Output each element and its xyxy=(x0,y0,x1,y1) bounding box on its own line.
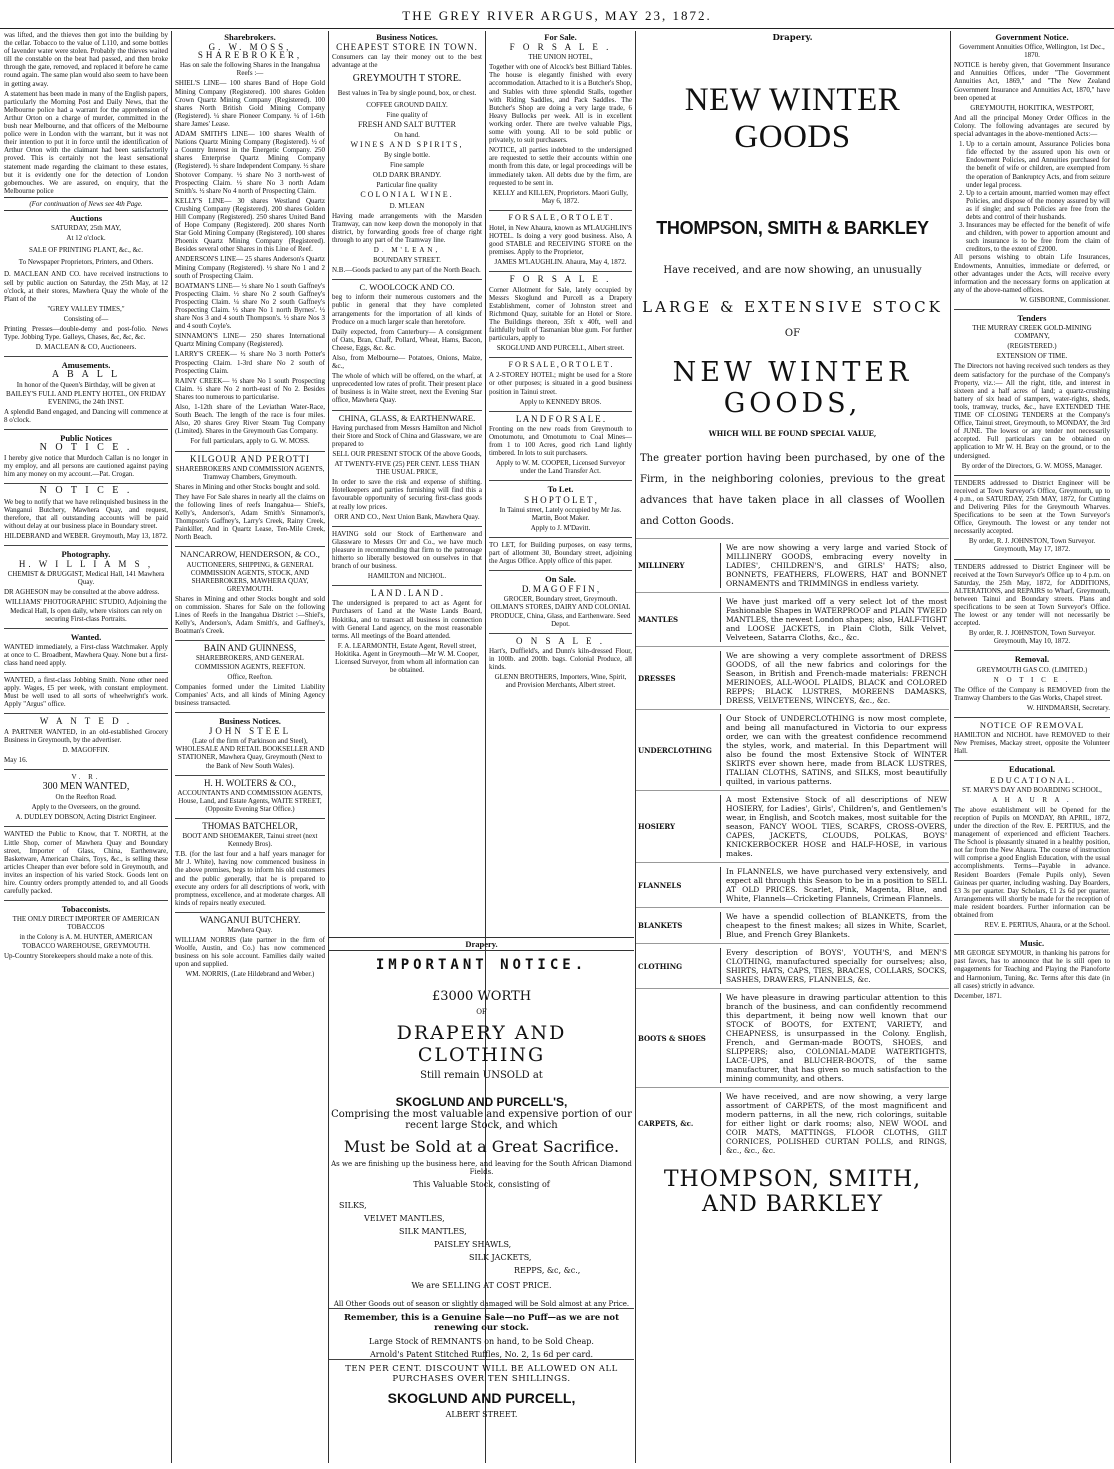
category-label: BOOTS & SHOES xyxy=(638,1033,706,1043)
section-heading-removal: Removal. xyxy=(1014,654,1050,665)
kilgour-text: Shares in Mining and other Stocks bought and sold. xyxy=(175,482,320,491)
removal-text: The Office of the Company is REMOVED from the Tramway Chambers to the Gas Works, Chapel street. xyxy=(954,685,1110,702)
gov-list-item: 1. Up to a certain amount, Assurance Policies bona fide effected by the assured upon his own or Endowment Policies, and Annuities purchased for the benefit of wife or children, are exempted from the operation of Bankruptcy Acts, and from seizure under legal process. xyxy=(966,140,1110,189)
forsale-ad xyxy=(489,275,632,358)
wolters-text: ACCOUNTANTS AND COMMISSION AGENTS, House, Land, and Estate Agents, WAITE STREET, (Opposite Evening Star Office.) xyxy=(177,788,323,813)
kilgour-title: KILGOUR AND PEROTTI xyxy=(190,453,310,464)
masthead: THE GREY RIVER ARGUS, MAY 23, 1872. xyxy=(0,4,1114,29)
share-list: SHIEL'S LINE— 100 shares Band of Hope Gold Mining Company (Registered). 100 shares Golden Crown Quartz Mining Company (Registered). 100 shares North British Gold Mining Company (Registered). ¼ share Pioneer Company. ¼ of 1-6th share James' Lease. xyxy=(175,79,325,128)
ball-text: In honor of the Queen's Birthday, will be given at BAILEY'S FULL AND PLENTY HOTEL, ON FRIDAY EVENING, the 24th INST. xyxy=(5,381,167,406)
os-text: GROCER, Boundary street, Greymouth. OILMAN'S STORES, DAIRY AND COLONIAL PRODUCE, China, Glass, and Earthenware. Seed Depot. xyxy=(490,595,631,628)
imp-item: SILK MANTLES, xyxy=(399,1227,467,1236)
photo-text: WILLIAMS' PHOTOGRAPHIC STUDIO, Adjoining the Medical Hall, Is open daily, where visitors can rely on securing First-class Portraits. xyxy=(5,598,167,623)
tobac-title: THE ONLY DIRECT IMPORTER OF AMERICAN TOBACCOS xyxy=(12,915,160,932)
drapery-category xyxy=(636,1087,949,1159)
drapery-category xyxy=(636,862,949,907)
category-label: DRESSES xyxy=(638,673,676,683)
imp-item: REPPS, &c, &c., xyxy=(514,1266,581,1275)
land-sign: F. A. LEARMONTH, Estate Agent, Revell street, Hokitika. Agent in Greymouth—Mr W. M. Cooper, Licensed Surveyor, from whom all information can be obtained. xyxy=(335,641,479,675)
share-list: SINNAMON'S LINE— 250 shares International Quartz Mining Company (Registered). xyxy=(175,332,325,349)
drapery-firm: THOMPSON, SMITH & BARKLEY xyxy=(656,218,929,238)
os-text: Hart's, Duffield's, and Dunn's kiln-dressed Flour, in 100lb. and 200lb. bags. Colonial Produce, all kinds. xyxy=(489,646,632,671)
category-label: HOSIERY xyxy=(638,822,675,831)
imp-item: SILKS, xyxy=(339,1201,367,1210)
wanted-ad xyxy=(4,676,168,714)
wanted-text: WANTED the Public to Know, that T. NORTH, at the Little Shop, corner of Mawhera Quay and Boundary street, Importer of Glass, China, Earthenware, Basketware, American Chairs, Toys, &c., is selling these articles Cheaper than ever before sold in Greymouth, and invites an inspection of his varied Stock. Goods lent on hire. Country orders promptly attended to, and all Goods carefully packed. xyxy=(4,830,168,896)
cheap-store: GREYMOUTH T STORE. xyxy=(352,73,462,85)
removal-text: HAMILTON and NICHOL have REMOVED to their New Premises, Mackay street, opposite the Volunteer Hall. xyxy=(954,731,1110,756)
wanted-ad xyxy=(4,643,168,673)
drapery-footer: THOMPSON, SMITH, AND BARKLEY xyxy=(663,1167,922,1217)
colonial: COLONIAL WINE. xyxy=(360,190,454,200)
tolet-ad xyxy=(489,541,632,571)
mlean-text: Having made arrangements with the Marsden Tramway, can now keep down the monopoly in that district, by forwarding goods free of charge right through to any part of the Tramway line. xyxy=(332,211,482,244)
bain-text: Office, Reefton. xyxy=(227,672,273,681)
china-text: In order to save the risk and expense of shifting. Hotelkeepers and parties furnishing will find this a favourable opportunity of securing first-class goods at really low prices. xyxy=(332,478,482,511)
auction-to: To Newspaper Proprietors, Printers, and Others. xyxy=(18,258,154,267)
tender-ad xyxy=(954,324,1110,476)
section-heading-drapery: Drapery. xyxy=(772,33,813,43)
imp-valuable: This Valuable Stock, consisting of xyxy=(413,1180,550,1189)
wolters-ad xyxy=(175,779,325,819)
fs-title: F O R S A L E , O R T O L E T . xyxy=(508,212,613,222)
land-ad xyxy=(332,589,482,674)
wolters-title: H. H. WOLTERS & CO., xyxy=(203,777,296,788)
category-text: Every description of BOYS', YOUTH'S, and MEN'S CLOTHING, manufactured specially for ourselves; also, SHIRTS, HATS, CAPS, TIES, BRACES, COLLARS, SOCKS, SASHES, DRAWERS, FLANNELS, &c. xyxy=(720,948,947,984)
fs-title: F O R S A L E . xyxy=(509,42,612,53)
fs-sign: SKOGLUND AND PURCELL, Albert street. xyxy=(496,344,625,353)
category-label: UNDERCLOTHING xyxy=(638,745,712,755)
imp-comprising: Comprising the most valuable and expensive portion of our recent large Stock, and which xyxy=(331,1109,632,1131)
wanted-sign: D. MAGOFFIN. xyxy=(62,745,110,754)
wool-text: beg to inform their numerous customers and the public in general that they have completed arrangements for the importation of all kinds of Produce on a much larger scale than heretofore. xyxy=(332,293,482,326)
category-label: FLANNELS xyxy=(638,880,682,890)
removal-sign: W. HINDMARSH, Secretary. xyxy=(1026,703,1110,712)
edu-sign: REV. E. PERTIUS, Ahaura, or at the School. xyxy=(984,921,1110,930)
removal-ad xyxy=(954,721,1110,761)
section-heading-to-let: To Let. xyxy=(547,484,574,495)
tender-ad xyxy=(954,563,1110,652)
kilgour-ad xyxy=(175,455,325,548)
fs-sign: Apply to KENNEDY BROS. xyxy=(519,397,602,406)
drapery-category xyxy=(636,592,949,646)
fs-title: F O R S A L E , O R T O L E T . xyxy=(508,360,613,370)
category-text: We are now showing a very large and varied Stock of MILLINERY GOODS, embracing every novelty in LADIES', CHILDREN'S, and GIRLS' HATS; also, BONNETS, FEATHERS, FLOWERS, HAT and BONNET ORNAMENTS and TRIMMINGS in endless variety. xyxy=(720,543,947,588)
having-sign: HAMILTON and NICHOL. xyxy=(367,572,447,581)
music-text: MR GEORGE SEYMOUR, in thanking his patrons for past favors, has to announce that he is still open to engagements for Teaching and Playing the Pianoforte and Harmonium, Tuning, &c. Terms after this date (in all cases) strictly in advance. xyxy=(954,949,1110,990)
imp-item: SILK JACKETS, xyxy=(469,1253,532,1262)
notice-text: I hereby give notice that Murdoch Callan is no longer in my employ, and all persons are cautioned against paying him any money on my account.—Pat. Crogan. xyxy=(4,454,168,479)
notice-ad xyxy=(4,487,168,546)
category-text: A most Extensive Stock of all descriptions of NEW HOSIERY, for Ladies', Girls', Children's, and Gentlemen's wear, in English, and Scotch makes, most suitable for the season, FANCY WOOL TIES, SCARFS, CROSS-OVERS, CAPES, JACKETS, CLOUDS, POLKAS, BOYS' KNICKERBOCKER HOSE and HALF-HOSE, in various makes. xyxy=(720,795,947,858)
tobac-text: in the Colony is A. M. HUNTER, AMERICAN TOBACCO WAREHOUSE, GREYMOUTH. xyxy=(19,933,153,950)
fs-text: Together with one of Alcock's best Billiard Tables. The house is elegantly finished with every accommodation. Attached to it is a Butcher's Shop, and Stables with three splendid Stalls, together with Riding Saddles, and Pack Saddles. The Butcher's Shop are doing a very large trade, 6 Heavy Bullocks per week. All is in excellent working order. There are twelve valuable Pigs, some with young. All to be sold public or privately, to suit purchasers. xyxy=(489,63,632,145)
auction-date: SATURDAY, 25th MAY, xyxy=(50,224,122,233)
tender-sign: By order, R. J. JOHNSTON, Town Surveyor. Greymouth, May 10, 1872. xyxy=(968,629,1096,646)
batch-title: THOMAS BATCHELOR, xyxy=(202,820,298,831)
imp-unsold: Still remain UNSOLD at xyxy=(420,1070,543,1081)
land-title: L A N D . L A N D . xyxy=(370,588,444,599)
wool-title: C. WOOLCOCK AND CO. xyxy=(359,282,455,293)
vr-title: V. R. xyxy=(71,772,101,781)
having-ad xyxy=(332,530,482,587)
removal-title: NOTICE OF REMOVAL xyxy=(979,720,1085,731)
drapery-received: Have received, and are now showing, an unusually xyxy=(663,265,922,276)
edu-ad xyxy=(954,776,1110,936)
section-heading-business: Business Notices. xyxy=(376,32,438,42)
os-sign: GLENN BROTHERS, Importers, Wine, Spirit, and Provision Merchants, Albert street. xyxy=(494,673,627,690)
fs-title: F O R S A L E . xyxy=(509,274,612,285)
removal-title: GREYMOUTH GAS CO. (LIMITED.) xyxy=(976,665,1088,674)
gov-sign: W. GISBORNE, Commissioner. xyxy=(1019,295,1110,304)
tender-text: TENDERS addressed to District Engineer will be received at the Town Surveyor's Office up to 4 p.m. on Saturday, the 25th May, 1872, for ADDITIONS, ALTERATIONS, and REPAIRS to Wharf, Greymouth, between Tainui and Boundary streets. Plans and specifications to be seen at Town Surveyor's Office. The lowest or any tender will not necessarily be accepted. xyxy=(954,562,1110,628)
forsale-ad xyxy=(489,361,632,411)
column-rule xyxy=(171,31,172,1463)
china-sign: ORR AND CO., Next Union Bank, Mawhera Quay. xyxy=(334,512,480,521)
bain-title: BAIN AND GUINNESS, xyxy=(203,643,297,654)
category-label: CLOTHING xyxy=(638,961,683,971)
wang-title: WANGANUI BUTCHERY. xyxy=(199,914,301,925)
category-text: Our Stock of UNDERCLOTHING is now most complete, and being all manufactured in Victoria to our express order, we can with the greatest confidence recommend the styles, work, and material. In this Department will also be found the most Extensive Stock of WINTER SKIRTS ever shown here, made from BLACK LUSTRES, ITALIAN CLOTHS, SATINS, and SILKS, most beautifully quilted, in various patterns. xyxy=(720,714,947,786)
fs-sub: THE UNION HOTEL, xyxy=(528,53,593,62)
imp-item: PAISLEY SHAWLS, xyxy=(434,1240,512,1249)
category-label: BLANKETS xyxy=(638,921,683,930)
imp-item: VELVET MANTLES, xyxy=(364,1214,445,1223)
men-road: On the Reefton Road. xyxy=(55,793,117,802)
gov-text: And all the principal Money Order Offices in the Colony. The following advantages are secured by special advantages in the above-mentioned Acts:— xyxy=(954,113,1110,139)
men-sign: A. DUDLEY DOBSON, Acting District Engineer. xyxy=(15,813,157,822)
drapery-of: OF xyxy=(784,328,801,339)
drapery-categories xyxy=(636,538,949,1159)
moss-ad xyxy=(175,43,325,451)
drapery-category xyxy=(636,943,949,988)
notice-title: N O T I C E . xyxy=(39,442,133,454)
share-list: KELLY'S LINE— 30 shares Westland Quartz Crushing Company (Registered). 200 shares Golden Hill Company (Registered). 250 shares United Band of Hope Company (Registered). 200 shares North Star Gold Mining Company (Registered). 100 shares Phoenix Quartz Mining Company (Registered). Besides several other Shares in this Line of Reef. xyxy=(175,196,325,254)
china-ad xyxy=(332,414,482,527)
share-list: RAINY CREEK— ½ share No 1 south Prospecting Claim. ½ share No 2 north-east of No 2. Besides Shares too numerous to particularise. xyxy=(175,376,325,401)
moss-sign: For full particulars, apply to G. W. MOSS. xyxy=(190,437,310,446)
steel-text: (Late of the firm of Parkinson and Steel), WHOLESALE AND RETAIL BOOKSELLER AND STATIONER, Mawhera Quay, Greymouth (Next to the Bank of New South Wales). xyxy=(175,737,325,770)
wanted-text: WANTED immediately, a First-class Watchmaker. Apply at once to C. Broadbent, Mawhera Quay. None but a first-class hand need apply. xyxy=(4,642,168,667)
edu-title: E D U C A T I O N A L . xyxy=(990,774,1074,785)
imp-street: ALBERT STREET. xyxy=(445,1410,518,1419)
batchelor-ad xyxy=(175,822,325,913)
tl-title: S H O P T O L E T , xyxy=(524,494,597,505)
wang-text: WILLIAM NORRIS (late partner in the firm of Woolfe, Austin, and Co.) has now commenced business on his sole account. Families daily waited upon and supplied. xyxy=(175,936,325,969)
wines: WINES AND SPIRITS, xyxy=(350,139,464,149)
news-text: was lifted, and the thieves then got into the building by the cellar. Tobacco to the value of L110, and some bottles of lavender water were stolen. Probably the thieves waited till the constable on the beat had passed, and then broke through the gate, removed, and replaced it before he came round again. The same plan would also seem to have been in getting away. xyxy=(4,31,168,88)
gov-list-item: 3. Insurances may be effected for the benefit of wife and children, with power to apportion amount and such insurance is to be free from the claim of creditors, to the extent of £2000. xyxy=(966,221,1110,253)
fs-sign: KELLY and KILLEN, Proprietors. Maori Gully, May 6, 1872. xyxy=(492,188,629,205)
wanted-text: WANTED, a first-class Jobbing Smith. None other need apply. Wages, £5 per week, with constant employment. Must be well used to all sorts of wheelwright's work. Apply "Argus" office. xyxy=(4,676,168,709)
tolet-ad xyxy=(489,496,632,538)
drapery-ad xyxy=(636,31,949,1463)
moss-intro: Has on sale the following Shares in the Inangahua Reefs :— xyxy=(179,61,321,78)
tender-ext: EXTENSION OF TIME. xyxy=(996,352,1068,361)
fs-text: Fronting on the new roads from Greymouth to Omotumotu, and Omotumotu to Coal Mines—from 1 to 100 Acres, good rich Land lightly timbered. In lots to suit purchasers. xyxy=(489,424,632,458)
photo-text: DR AGHESON may be consulted at the above address. xyxy=(4,588,160,597)
tender-text: TENDERS addressed to District Engineer will be received at Town Surveyor's Office, Greymouth, up to 4 p.m., on SATURDAY, 25th MAY, 1872, for Cutting and Delivering Piles for the Greymouth Wharves. Specifications to be seen at the Town Surveyor's Office, Greymouth. The lowest or any tender not necessarily accepted. xyxy=(954,478,1110,536)
tobac-text: Up-Country Storekeepers should make a note of this. xyxy=(4,951,153,960)
wool-text: The whole of which will be offered, on the wharf, at unprecedented low rates of profit. Their present place of business is in Waite street, next the Evening Star office, Mawhera Quay. xyxy=(332,372,482,405)
auction-paper: "GREY VALLEY TIMES," xyxy=(47,304,125,313)
wanted-ad xyxy=(4,717,168,769)
section-heading-sharebrokers: Sharebrokers. xyxy=(224,32,276,42)
column-4 xyxy=(489,31,632,931)
fs-sign: Apply to W. M. COOPER, Licensed Surveyor under the Land Transfer Act. xyxy=(495,459,626,476)
notice-text: We beg to notify that we have relinquished business in the Wanganui Butchery, Mawhera Quay, and request, therefore, that all outstanding accounts will be paid without delay at our business place in Boundary street. xyxy=(4,497,168,530)
photo-ad xyxy=(4,560,168,629)
notice-ad xyxy=(4,444,168,484)
cheap-title: CHEAPEST STORE IN TOWN. xyxy=(336,42,478,53)
imp-discount: TEN PER CENT. DISCOUNT WILL BE ALLOWED ON ALL PURCHASES OVER TEN SHILLINGS. xyxy=(345,1364,618,1384)
photo-text: CHEMIST & DRUGGIST, Medical Hall, 141 Mawhera Quay. xyxy=(7,570,165,587)
category-text: We have a spendid collection of BLANKETS, from the cheapest to the finest makes; all sizes in White, Scarlet, Blue, and French Grey Blankets. xyxy=(720,912,947,939)
drapery-title2: NEW WINTER GOODS, xyxy=(672,357,913,419)
os-title: D. M A G O F F I N , xyxy=(521,584,600,595)
tender-reg: (REGISTERED.) xyxy=(1007,342,1057,351)
notice-title: N O T I C E . xyxy=(39,485,133,497)
drapery-category xyxy=(636,988,949,1087)
imp-remnants: Large Stock of REMNANTS on hand, to be Sold Cheap. xyxy=(369,1337,594,1346)
category-label: CARPETS, &c. xyxy=(638,1119,694,1128)
forsale-ad xyxy=(489,415,632,482)
onsale-ad xyxy=(489,585,632,633)
china-text: Having purchased from Messrs Hamilton and Nichol their Store and Stock of China and Glassware, we are prepared to xyxy=(332,423,482,448)
forsale-ad xyxy=(489,43,632,211)
category-text: We have just marked off a very select lot of the most Fashionable Shapes in WATERPROOF and PLAIN TWEED MANTLES, the newest London shapes; also, HALF-TIGHT and LOOSE JACKETS, in Plain Cloth, Silk Velvet, Velveteen, Satarra Cloths, &c., &c. xyxy=(720,597,947,642)
china-price: AT TWENTY-FIVE (25) PER CENT. LESS THAN THE USUAL PRICE, xyxy=(334,460,480,477)
imp-sacrifice: Must be Sold at a Great Sacrifice. xyxy=(343,1137,620,1156)
fs-text: Hotel, in New Ahaura, known as M'LAUGHLIN'S HOTEL. Is doing a very good business. Also, A good STABLE and RECEIVING STORE on the premises. Apply to the Proprietor, xyxy=(489,223,632,257)
batch-text: T.B. (for the last four and a half years manager for Mr J. White), having now commenced business in the above premises, begs to inform his old customers and the public generally, that he is prepared to execute any orders for all descriptions of work, with promptness, excellence, and at moderate charges. All kinds of repairs neatly executed. xyxy=(175,850,325,907)
drapery-category xyxy=(636,790,949,862)
auction-items: Printing Presses—double-demy and post-folio. News Type. Jobbing Type. Galleys, Chases, &c, &c, &c. xyxy=(4,325,168,342)
gov-text: All persons wishing to obtain Life Insurances, Endowments, Annuities, immediate or deferred, or other advantages under the Acts, will receive every information and the necessary forms on application at any of the above-named offices. xyxy=(954,253,1110,294)
fs-text: Corner Allotment for Sale, lately occupied by Messrs Skoglund and Purcell as a Drapery Establishment, corner of Johnston street and Richmond Quay, suitable for an Hotel or Store. The Buildings thereon, 35ft x 40ft, well and faithfully built of Tasmanian blue gum. For further particulars, apply to xyxy=(489,285,632,343)
onhand: On hand. xyxy=(394,130,420,139)
continuation-note: (For continuation of News see 4th Page. xyxy=(4,197,168,211)
woolcock-ad xyxy=(332,283,482,410)
share-list: LARRY'S CREEK— ½ share No 3 north Potter's Prospecting Claim. 1-3rd share No 2 south of Prospecting Claim. xyxy=(175,350,325,375)
section-heading-government: Government Notice. xyxy=(995,32,1069,42)
tender-sign: By order, R. J. JOHNSTON, Town Surveyor. Greymouth, May 17, 1872. xyxy=(968,537,1096,554)
notice-sign: HILDEBRAND and WEBER. Greymouth, May 13, 1872. xyxy=(4,531,168,540)
section-heading-drapery: Drapery. xyxy=(329,937,634,951)
wanganui-ad xyxy=(175,916,325,979)
auction-time: At 12 o'clock. xyxy=(66,234,106,243)
wang-text: Mawhera Quay. xyxy=(227,926,273,934)
imp-finishing: As we are finishing up the business here, and leaving for the South African Diamond Fields. xyxy=(331,1160,632,1176)
tender-sign: By order of the Directors, G. W. MOSS, Manager. xyxy=(961,461,1103,470)
imp-list xyxy=(339,1199,634,1277)
having-text: HAVING sold our Stock of Earthenware and Glassware to Messrs Orr and Co., we have much pleasure in recommending that firm to the patronage hitherto so liberally bestowed on ourselves in that branch of our business. xyxy=(332,529,482,571)
forsale-ad xyxy=(489,214,632,273)
auction-consisting: Consisting of— xyxy=(63,314,109,323)
section-heading-wanted: Wanted. xyxy=(70,631,102,642)
nanc-text: Shares in Mining and other Stocks bought and sold on commission. Shares for Sale on the following Lines of Reefs in the Inangahua District :—Shiel's, Kelly's, Anderson's, Adam Smith's, and Gaffney's, Boatman's Creek. xyxy=(175,594,325,636)
category-text: We are showing a very complete assortment of DRESS GOODS, of all the new fabrics and colorings for the Season, in British and French-made materials: FRENCH MERINOES, ALL-WOOL PLAIDS, BLACK and COLORED REPPS; BLACK LUSTRES, MOREENS DAMASKS, DRESS, VELVETEENS, WINCEYS, &c., &c. xyxy=(720,651,947,705)
section-heading-music: Music. xyxy=(1019,938,1045,949)
drapery-greater: The greater portion having been purchased, by one of the Firm, in the neighboring colonies, previous to the great advances that have taken place in all classes of Woollen and Cotton Goods. xyxy=(640,453,945,527)
butter: FRESH AND SALT BUTTER xyxy=(357,119,457,129)
fs-title: L A N D F O R S A L E . xyxy=(515,413,606,424)
wool-text: Daily expected, from Canterbury— A consignment of Oats, Bran, Chaff, Pollard, Wheat, Hams, Bacon, Cheese, Eggs, &c. &c. xyxy=(332,327,482,352)
section-heading-on-sale: On Sale. xyxy=(545,574,576,585)
boundary: BOUNDARY STREET. xyxy=(373,256,441,265)
ball-title: A B A L L xyxy=(51,369,121,381)
category-label: MILLINERY xyxy=(638,561,685,570)
bain-text: SHAREBROKERS, AND GENERAL COMMISSION AGENTS, REEFTON. xyxy=(194,654,306,671)
imp-other: All Other Goods out of season or slightly damaged will be Sold almost at any Price. xyxy=(329,1294,634,1309)
fs-text: A 2-STOREY HOTEL; might be used for a Store or other purposes; is situated in a good business position in Tainui street. xyxy=(489,371,632,396)
wanted-title: W A N T E D . xyxy=(39,716,133,727)
gov-list-item: 2. Up to a certain amount, married women may effect Policies, and dispose of the money assured by will as if single; and such Policies are free from the debts and control of their husbands. xyxy=(966,189,1110,221)
fs-sign: JAMES M'LAUGHLIN. Ahaura, May 4, 1872. xyxy=(494,258,627,267)
kilgour-text: They have For Sale shares in nearly all the claims on the following lines of reefs Inangahua— Shiel's, Kelly's, Anderson's, Adam Smith's Sinnamon's, Thompson's Gaffney's, Larry's Creek, Rainy Creek, Painkiller, And in Quartz Lease, Ten-Mile Creek, North Beach. xyxy=(175,492,325,542)
imp-sign: SKOGLUND AND PURCELL, xyxy=(387,1390,576,1406)
nancarrow-ad xyxy=(175,550,325,641)
auction-body: D. MACLEAN AND CO. have received instructions to sell by public auction on Saturday, the 25th May, at 12 o'clock, at their stores, Mawhera Quay the whole of the Plant of the xyxy=(4,270,168,303)
share-list: Also, 1-12th share of the Leviathan Water-Race, South Beach. The length of the race is four miles. Also, 20 shares Grey River Steam Tug Company (Limited). Shares in the Greymouth Gas Company. xyxy=(175,403,325,436)
gov-ad xyxy=(954,43,1110,310)
coffee: COFFEE GROUND DAILY. xyxy=(366,100,448,109)
imp-drapery: DRAPERY AND CLOTHING xyxy=(396,1022,567,1066)
steel-ad xyxy=(175,727,325,775)
ball-ad xyxy=(4,371,168,430)
nanc-title: NANCARROW, HENDERSON, & CO., xyxy=(180,549,320,560)
drapery-category xyxy=(636,907,949,943)
music-date: December, 1871. xyxy=(954,991,1002,1000)
onsale-ad xyxy=(489,637,632,690)
brandy: OLD DARK BRANDY. xyxy=(372,171,442,180)
os-title: O N S A L E . xyxy=(516,635,605,646)
important-notice-ad xyxy=(329,935,634,1423)
section-heading-for-sale: For Sale. xyxy=(544,32,577,42)
section-heading-photography: Photography. xyxy=(61,548,111,559)
land-text: The undersigned is prepared to act as Agent for Purchasers of Land at the Waste Lands Board, Hokitika, and to transact all business in connection with General Land agency, on the most reasonable terms. All meetings of the Board attended. xyxy=(332,599,482,640)
edu-text: The above establishment will be Opened for the reception of Pupils on MONDAY, 8th APRIL, 1872, under the direction of the Rev. E. PERTIUS, and the management of experienced and efficient Teachers. The School is pleasantly situated in a healthy position, not far from the New Ahaura. The course of instruction will comprise a good English Education, with the usual accomplishments. Terms—Payable in advance. Resident Boarders (Female Pupils only), Seven Guineas per quarter, including washing. Day Boarders, £3 3s per quarter. Day Scholars, £1 2s 6d per quarter. Arrangements will shortly be made for the reception of male resident boarders. Further information can be obtained from xyxy=(954,805,1110,919)
cheapest-store-ad xyxy=(332,43,482,280)
wool-text: Also, from Melbourne— Potatoes, Onions, Maize, &c., xyxy=(332,354,482,371)
ball-band: A splendid Band engaged, and Dancing will commence at 8 o'clock. xyxy=(4,407,168,424)
share-list: ANDERSON'S LINE— 25 shares Anderson's Quartz Mining Company (Registered). ½ share No 1 and 2 south of Prospecting Claim. xyxy=(175,255,325,280)
section-heading-public-notices: Public Notices xyxy=(60,432,112,443)
section-heading-auctions: Auctions xyxy=(69,212,103,223)
drapery-category xyxy=(636,646,949,709)
kilgour-sub: SHAREBROKERS AND COMMISSION AGENTS, Tramway Chambers, Greymouth. xyxy=(175,464,325,481)
wang-sign: WM. NORRIS, (Late Hildebrand and Weber.) xyxy=(185,970,315,979)
cheap-text: Best values in Tea by single pound, box, or chest. xyxy=(337,89,477,98)
imp-ruffles: Arnold's Patent Stitched Ruffles, No. 2, 1s 6d per card. xyxy=(329,1350,634,1360)
mlean-title: D. M'LEAN, xyxy=(373,245,441,254)
bain-text: Companies formed under the Limited Liability Companies' Acts, and all kinds of Mining Agency business transacted. xyxy=(175,682,325,707)
men-apply: Apply to the Overseers, on the ground. xyxy=(31,803,141,812)
edu-school: ST. MARY'S DAY AND BOARDING SCHOOL, xyxy=(962,785,1102,794)
edu-place: A H A U R A . xyxy=(992,795,1072,804)
bain-ad xyxy=(175,644,325,713)
section-heading-tenders: Tenders xyxy=(1017,313,1047,323)
fine: Fine quality of xyxy=(386,110,428,119)
bottle: By single bottle. xyxy=(383,151,431,160)
tl-text: TO LET, for Building purposes, on easy terms, part of allotment 30, Boundary street, adjoining the Argus Office. Apply office of this paper. xyxy=(489,540,632,566)
column-6 xyxy=(954,31,1110,1463)
china-title: CHINA, GLASS, & EARTHENWARE. xyxy=(338,412,476,423)
category-text: We have pleasure in drawing particular attention to this branch of the business, and can confidently recommend this department, it being now well known that our STOCK of BOOTS, for EXTENT, VARIETY, and CHEAPNESS, is unsurpassed in the Colony. English, French, and German-made BOOTS, SHOES, and SLIPPERS; also, COLONIAL-MADE WATERTIGHTS, LACE-UPS, and BLUCHER-BOOTS, of the same manufacturer, that has given so much satisfaction to the mining community, and others. xyxy=(720,993,947,1083)
column-3 xyxy=(332,31,482,931)
imp-title: IMPORTANT NOTICE. xyxy=(375,957,588,973)
batch-text: BOOT AND SHOEMAKER, Tainui street (next Kennedy Bros). xyxy=(182,832,318,849)
tender-text: The Directors not having received such tenders as they deem satisfactory for the purchase of the Company's Property, viz.:— All the right, title, and interest in sixteen and a half acres of land; a quartz-crushing battery of six head of stampers, water-rights, sheds, tools, tramway, trucks, &c., have EXTENDED THE TIME OF CLOSING TENDERS at the Company's Office, Tainui street, Greymouth, to MONDAY, the 3rd of JUNE. The lowest or any tender not necessarily accepted. Full particulars can be obtained on application to Mr W. H. Bray on the ground, or to the undersigned. xyxy=(954,362,1110,460)
men-title: 300 MEN WANTED, xyxy=(42,781,130,793)
photo-title: H. W I L L I A M S , xyxy=(18,559,154,570)
part: Particular fine quality xyxy=(376,181,438,190)
tender-ad xyxy=(954,479,1110,560)
cheap-text: Consumers can lay their money out to the best advantage at the xyxy=(332,53,482,70)
share-list: BOATMAN'S LINE— ½ share No 1 south Gaffney's Prospecting Claim. ½ share No 2 south Gaffney's Prospecting Claim. ¼ share No 2 south Gaffney's Prospecting Claim. ½ share No 1 north Byrnes'. ½ share Nos 3 and 4 south Thompson's. ½ share Nos 3 and 4 south Coyle's. xyxy=(175,281,325,331)
drapery-category xyxy=(636,709,949,790)
men-wanted-ad xyxy=(4,773,168,827)
nanc-text: AUCTIONEERS, SHIPPING, & GENERAL COMMISSION AGENTS, STOCK, AND SHAREBROKERS, MAWHERA QUAY, GREYMOUTH. xyxy=(186,560,314,593)
section-heading-business: Business Notices. xyxy=(219,716,281,727)
tl-sign: Apply to J. M'Davitt. xyxy=(530,523,591,532)
gov-office: Government Annuities Office, Wellington, 1st Dec., 1870. xyxy=(959,43,1105,60)
section-heading-amusements: Amusements. xyxy=(61,360,111,371)
auction-sale: SALE OF PRINTING PLANT, &c., &c. xyxy=(28,246,143,255)
gov-places: GREYMOUTH, HOKITIKA, WESTPORT, xyxy=(970,103,1094,112)
drapery-category xyxy=(636,538,949,592)
removal-ad xyxy=(954,666,1110,718)
imp-of: OF xyxy=(476,1008,487,1016)
category-label: MANTLES xyxy=(638,615,679,624)
wanted-date: May 16. xyxy=(4,755,28,764)
category-text: We have received, and are now showing, a very large assortment of CARPETS, of the most magnificent and modern patterns, in all the new, rich colorings, suitable for either light or dark rooms; also, NEW WOOL and COIR MATS, MATTINGS, FLOOR CLOTHS, GILT CORNICES, POLISHED CURTAN POLLS, and RINGS, &c., &c., &c. xyxy=(720,1092,947,1155)
moss-title: G. W. MOSS, SHAREBROKER, xyxy=(197,42,303,61)
column-rule xyxy=(950,31,951,1463)
gov-text: NOTICE is hereby given, that Government Insurance and Annuities Offices, under "The Government Annuities Act, 1869," and "The New Zealand Government Insurance and Annuities Act, 1870," have been opened at xyxy=(954,61,1110,102)
mlean-sign: D. M'LEAN xyxy=(389,201,425,210)
drapery-title: NEW WINTER GOODS xyxy=(684,82,901,155)
gov-list xyxy=(954,140,1110,253)
imp-worth: £3000 WORTH xyxy=(431,989,532,1004)
removal-notice: N O T I C E . xyxy=(993,675,1071,684)
tender-title: THE MURRAY CREEK GOLD-MINING COMPANY, xyxy=(972,324,1092,341)
news-text: A statement has been made in many of the English papers, particularly the Morning Post and Daily News, that the Melbourne police had a warrant for the apprehension of Arthur Orton on a charge of murder, committed in the bush near Melbourne, and that officers of the Melbourne police were in London with the warrant, but it was not their intention to put it in force until the identification of Arthur Orton with the claimant had been satisfactorily proved. This is certainly not the least sensational statement made regarding the claimant to these estates, but it is evidently one for the detection of London gobemouches. We are assured, on enquiry, that the Melbourne police xyxy=(4,89,168,195)
imp-genuine: Remember, this is a Genuine Sale—no Puff—as we are not renewing our stock. xyxy=(343,1313,620,1333)
wanted-ad xyxy=(4,830,168,901)
steel-title: JOHN STEEL xyxy=(208,726,292,737)
fine2: Fine sample xyxy=(389,161,425,170)
imp-cost: We are SELLING AT COST PRICE. xyxy=(411,1281,552,1290)
auction-ad xyxy=(4,224,168,357)
column-1 xyxy=(4,31,168,1463)
drapery-special: WHICH WILL BE FOUND SPECIAL VALUE, xyxy=(708,429,877,438)
wanted-text: A PARTNER WANTED, in an old-established Grocery Business in Greymouth, by the advertiser. xyxy=(4,727,168,744)
drapery-large: LARGE & EXTENSIVE STOCK xyxy=(642,298,943,316)
imp-firm: SKOGLUND AND PURCELL'S, xyxy=(395,1095,568,1109)
tl-text: In Tainui street, Lately occupied by Mr Jas. Martin, Boot Maker. xyxy=(499,505,622,522)
fs-text: NOTICE, all parties indebted to the undersigned are requested to settle their accounts within one month from this date, or legal proceedings will be immediately taken. All debts due by the firm, are requested to be sent in. xyxy=(489,146,632,187)
auction-sign: D. MACLEAN & CO, Auctioneers. xyxy=(35,343,137,352)
section-heading-tobacconists: Tobacconists. xyxy=(61,904,111,915)
section-heading-educational: Educational. xyxy=(1008,764,1056,775)
china-sell: SELL OUR PRESENT STOCK Of the above Goods, xyxy=(332,449,482,458)
nb: N.B.—Goods packed to any part of the North Beach. xyxy=(332,266,481,275)
category-text: In FLANNELS, we have purchased very extensively, and expect all through this Season to be in a position to SELL AT OLD PRICES. Scarlet, Pink, Magenta, Blue, and White, Flannels—Cricketing Flannels, Crimean Flannels. xyxy=(720,867,947,903)
share-list: ADAM SMITH'S LINE— 100 shares Wealth of Nations Quartz Mining Company (Registered). ½ of a Country Interest in the Energetic Company. 250 shares Enterprise Quartz Mining Company (Registered). ½ share Independent Company. ½ share Shotover Company. ½ share No 3 north-west of Prospecting Claim. ½ share No 3 north Adam Smith's. ½ share No 4 north of Prospecting Claim. xyxy=(175,130,325,195)
column-2 xyxy=(175,31,325,1463)
